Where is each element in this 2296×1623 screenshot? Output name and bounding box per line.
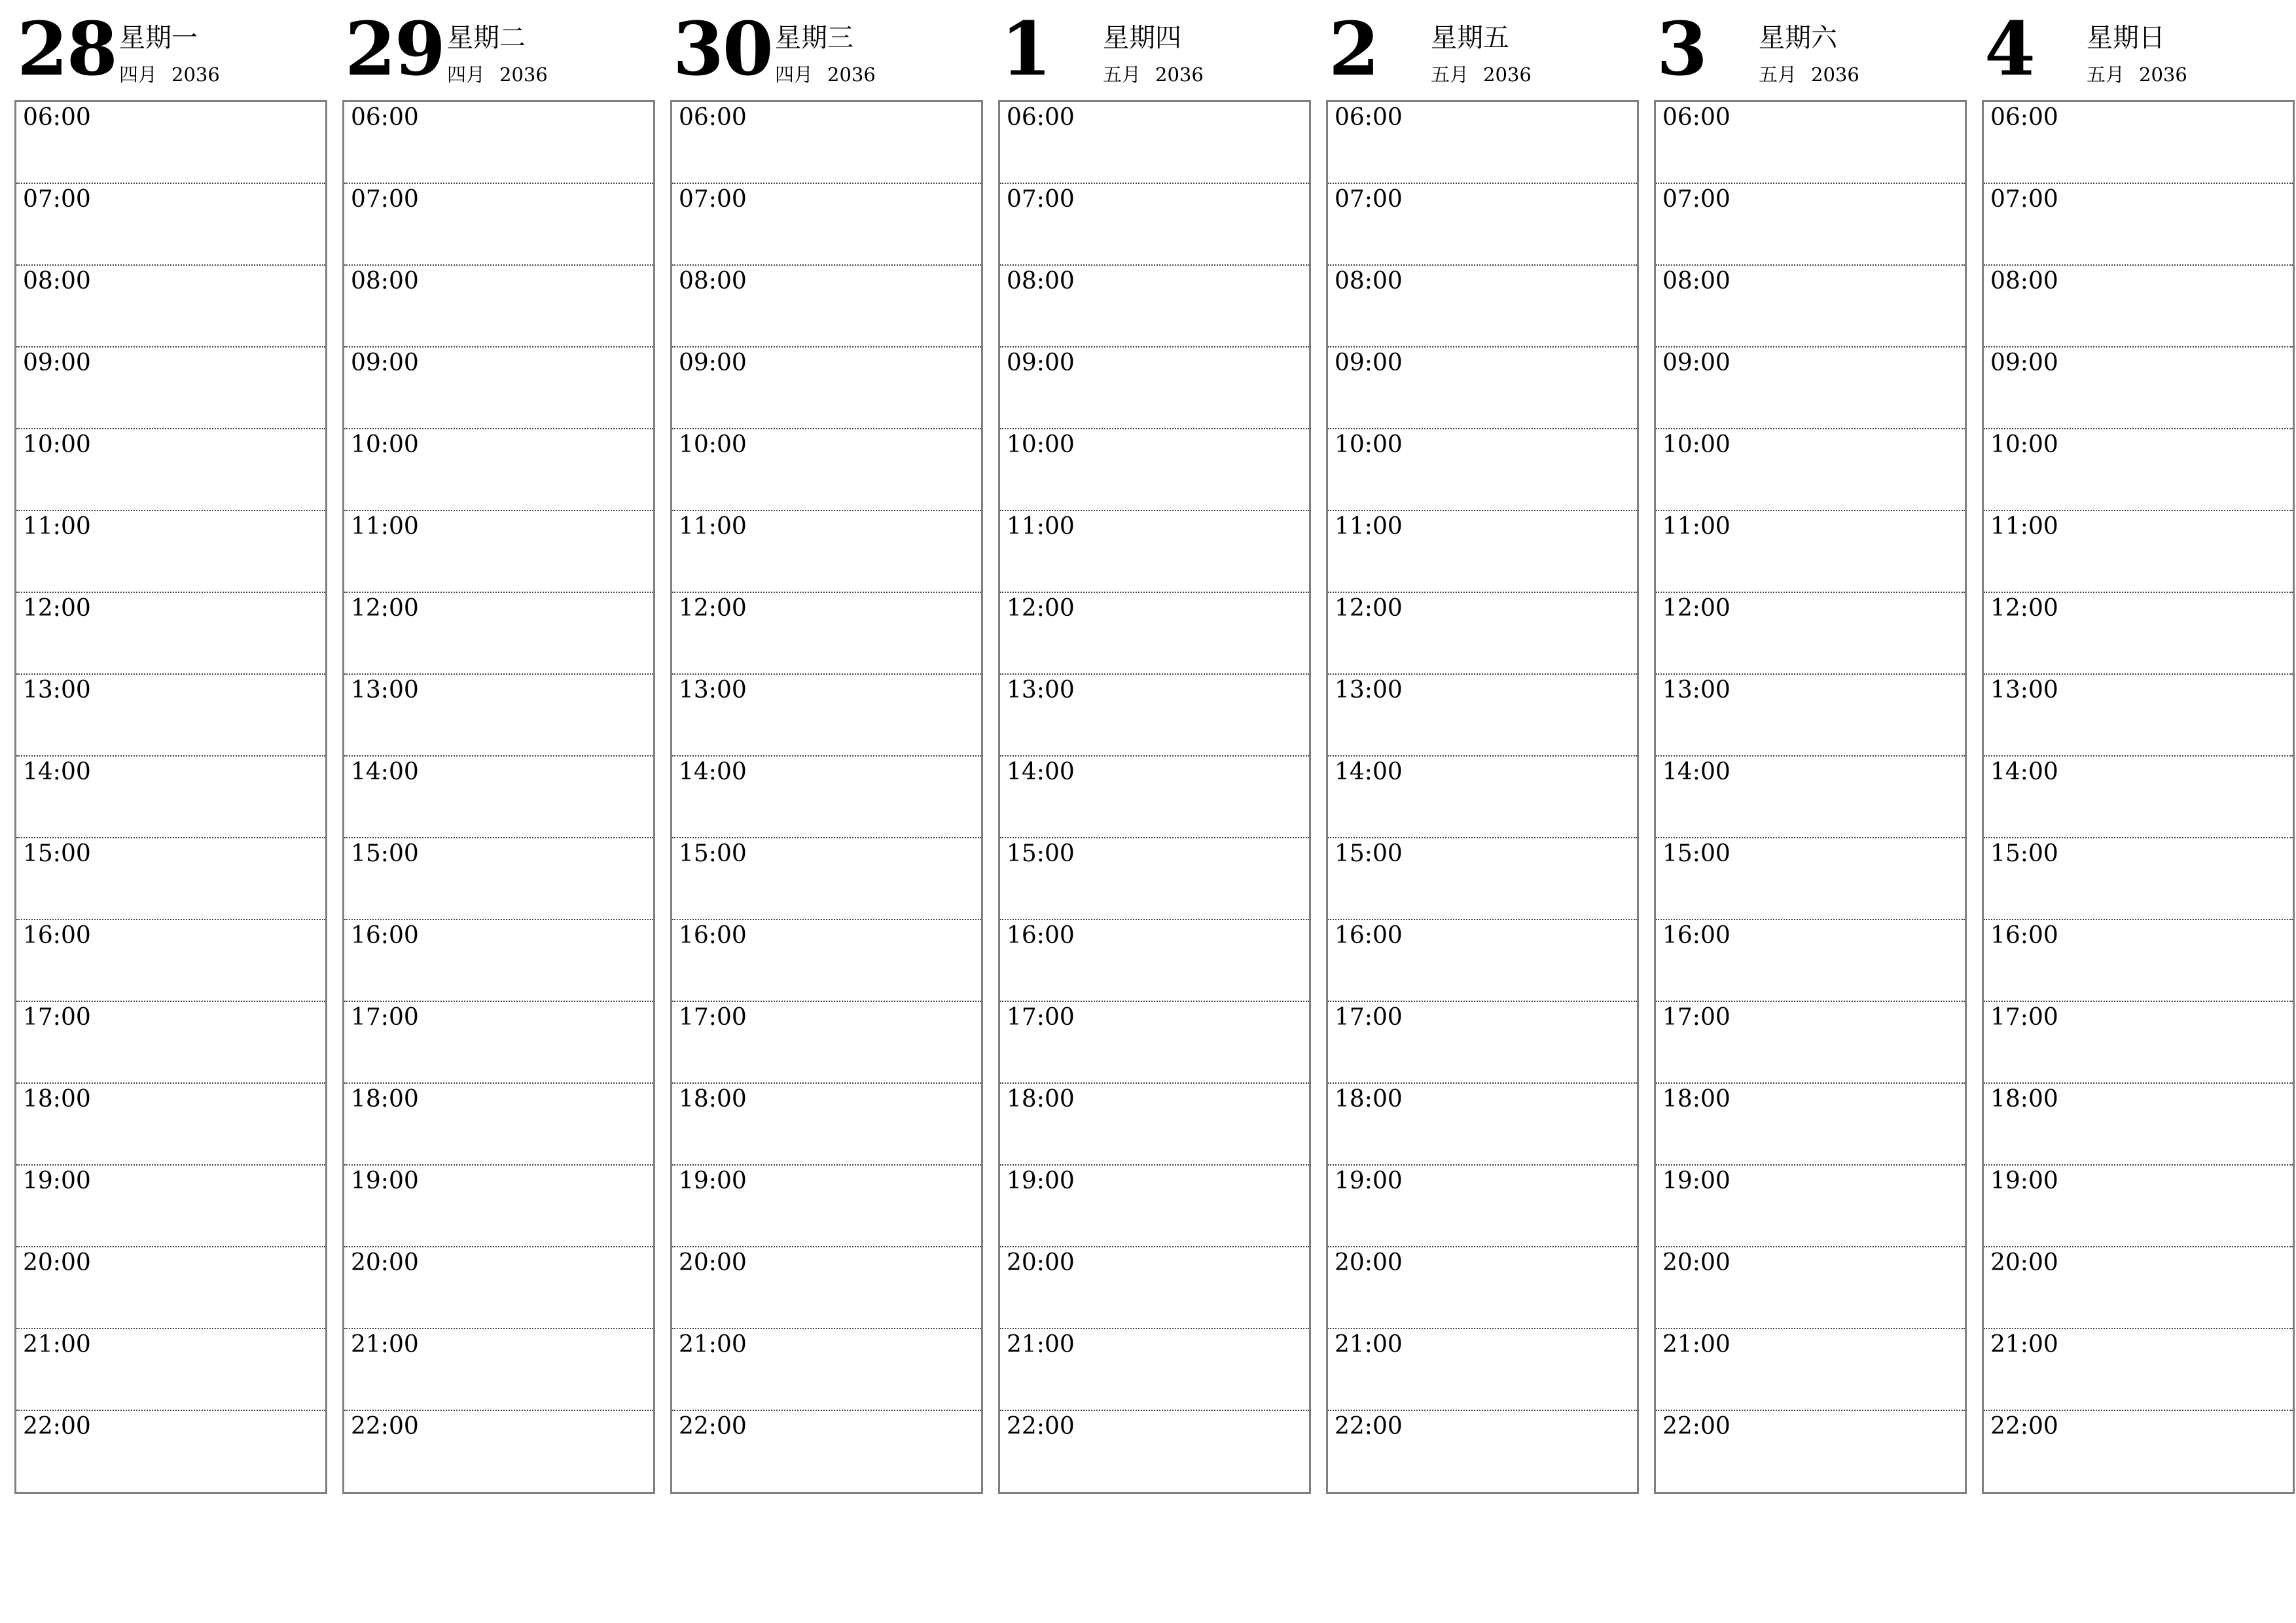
hour-slot[interactable]	[16, 1411, 325, 1493]
hour-label: 19:00	[1335, 1168, 1403, 1194]
hour-slot[interactable]	[1984, 593, 2293, 675]
hour-label: 19:00	[351, 1168, 419, 1194]
month-label: 五月	[1431, 63, 1469, 86]
hour-label: 20:00	[23, 1249, 91, 1276]
hour-label: 11:00	[1990, 513, 2058, 540]
hour-label: 17:00	[679, 1004, 747, 1031]
hour-label: 18:00	[351, 1086, 419, 1113]
hour-slot[interactable]	[1984, 184, 2293, 266]
weekday-label: 星期一	[119, 23, 198, 53]
day-column-3	[998, 0, 1311, 1499]
hour-slot[interactable]	[672, 838, 981, 920]
hour-slot[interactable]	[16, 266, 325, 348]
hour-label: 06:00	[23, 104, 91, 131]
hour-label: 13:00	[1335, 677, 1403, 704]
hour-label: 18:00	[23, 1086, 91, 1113]
hour-label: 17:00	[351, 1004, 419, 1031]
hour-label: 22:00	[679, 1413, 747, 1440]
hour-label: 15:00	[1662, 840, 1731, 867]
hour-slot[interactable]	[1328, 838, 1637, 920]
hour-slot[interactable]	[16, 348, 325, 429]
day-column-0	[14, 0, 327, 1499]
hour-slot[interactable]	[672, 1166, 981, 1247]
hour-slot[interactable]	[344, 920, 653, 1002]
day-header	[998, 0, 1311, 100]
hour-slot[interactable]	[1656, 1329, 1965, 1411]
day-column-2	[670, 0, 983, 1499]
hour-slot[interactable]	[16, 184, 325, 266]
hour-slot[interactable]	[1984, 1002, 2293, 1084]
hour-slot[interactable]	[672, 1329, 981, 1411]
hour-slot[interactable]	[16, 429, 325, 511]
hour-label: 10:00	[1662, 431, 1731, 458]
hour-label: 08:00	[23, 268, 91, 294]
hour-slot[interactable]	[344, 1411, 653, 1493]
hour-slot[interactable]	[1000, 1166, 1309, 1247]
day-number: 1	[1001, 7, 1050, 92]
hour-label: 11:00	[23, 513, 91, 540]
hour-slot[interactable]	[1000, 348, 1309, 429]
hour-label: 07:00	[1335, 186, 1403, 213]
hour-slot[interactable]	[1328, 102, 1637, 184]
hour-label: 16:00	[23, 922, 91, 949]
hour-label: 12:00	[1662, 595, 1731, 622]
hour-slot[interactable]	[1328, 1247, 1637, 1329]
hour-slot[interactable]	[1656, 266, 1965, 348]
year-label: 2036	[1155, 63, 1204, 86]
day-schedule-box	[1654, 100, 1967, 1494]
hour-slot[interactable]	[344, 593, 653, 675]
hour-label: 13:00	[679, 677, 747, 704]
year-label: 2036	[827, 63, 876, 86]
day-schedule-box	[1982, 100, 2295, 1494]
hour-slot[interactable]	[1984, 348, 2293, 429]
hour-label: 07:00	[679, 186, 747, 213]
hour-label: 08:00	[679, 268, 747, 294]
hour-label: 22:00	[23, 1413, 91, 1440]
day-header	[1982, 0, 2295, 100]
day-header	[1326, 0, 1639, 100]
hour-label: 15:00	[1007, 840, 1075, 867]
hour-slot[interactable]	[672, 675, 981, 757]
hour-label: 13:00	[1007, 677, 1075, 704]
hour-slot[interactable]	[344, 429, 653, 511]
hour-slot[interactable]	[344, 838, 653, 920]
hour-slot[interactable]	[1328, 675, 1637, 757]
hour-label: 20:00	[1335, 1249, 1403, 1276]
hour-label: 13:00	[1990, 677, 2058, 704]
hour-label: 10:00	[1990, 431, 2058, 458]
hour-label: 08:00	[1007, 268, 1075, 294]
hour-label: 22:00	[351, 1413, 419, 1440]
hour-slot[interactable]	[1328, 1329, 1637, 1411]
hour-slot[interactable]	[1000, 593, 1309, 675]
hour-label: 08:00	[1335, 268, 1403, 294]
hour-label: 09:00	[679, 349, 747, 376]
month-year	[1759, 65, 1859, 84]
day-header	[670, 0, 983, 100]
hour-label: 21:00	[1335, 1331, 1403, 1358]
hour-slot[interactable]	[16, 838, 325, 920]
hour-label: 11:00	[1335, 513, 1403, 540]
hour-slot[interactable]	[344, 675, 653, 757]
hour-slot[interactable]	[1656, 348, 1965, 429]
hour-label: 18:00	[1335, 1086, 1403, 1113]
hour-label: 14:00	[23, 758, 91, 785]
hour-label: 09:00	[351, 349, 419, 376]
hour-label: 14:00	[1990, 758, 2058, 785]
hour-label: 18:00	[1990, 1086, 2058, 1113]
hour-label: 17:00	[23, 1004, 91, 1031]
weekday-label: 星期二	[447, 23, 526, 53]
hour-label: 10:00	[23, 431, 91, 458]
hour-slot[interactable]	[1328, 429, 1637, 511]
day-number: 3	[1657, 7, 1706, 92]
hour-slot[interactable]	[672, 757, 981, 838]
weekly-planner	[14, 0, 2282, 1499]
day-schedule-box	[1326, 100, 1639, 1494]
hour-slot[interactable]	[1328, 511, 1637, 593]
hour-label: 19:00	[23, 1168, 91, 1194]
hour-slot[interactable]	[672, 511, 981, 593]
hour-slot[interactable]	[1656, 1411, 1965, 1493]
hour-slot[interactable]	[16, 675, 325, 757]
month-label: 四月	[775, 63, 814, 86]
hour-slot[interactable]	[1328, 757, 1637, 838]
hour-slot[interactable]	[1328, 1084, 1637, 1166]
day-header	[1654, 0, 1967, 100]
hour-label: 08:00	[1662, 268, 1731, 294]
day-schedule-box	[670, 100, 983, 1494]
hour-label: 12:00	[679, 595, 747, 622]
hour-label: 17:00	[1662, 1004, 1731, 1031]
hour-label: 11:00	[1007, 513, 1075, 540]
hour-label: 21:00	[23, 1331, 91, 1358]
hour-slot[interactable]	[1328, 1411, 1637, 1493]
hour-slot[interactable]	[1656, 675, 1965, 757]
hour-label: 12:00	[1990, 595, 2058, 622]
hour-label: 18:00	[679, 1086, 747, 1113]
hour-label: 10:00	[351, 431, 419, 458]
hour-slot[interactable]	[1000, 102, 1309, 184]
hour-slot[interactable]	[1656, 920, 1965, 1002]
hour-label: 06:00	[1007, 104, 1075, 131]
hour-label: 09:00	[23, 349, 91, 376]
hour-label: 17:00	[1335, 1004, 1403, 1031]
hour-slot[interactable]	[1984, 838, 2293, 920]
hour-label: 06:00	[1335, 104, 1403, 131]
hour-label: 19:00	[1007, 1168, 1075, 1194]
hour-slot[interactable]	[672, 184, 981, 266]
hour-slot[interactable]	[16, 593, 325, 675]
month-label: 五月	[1759, 63, 1797, 86]
hour-slot[interactable]	[1000, 1411, 1309, 1493]
hour-label: 16:00	[679, 922, 747, 949]
hour-label: 06:00	[1662, 104, 1731, 131]
hour-label: 20:00	[351, 1249, 419, 1276]
hour-slot[interactable]	[672, 1411, 981, 1493]
hour-slot[interactable]	[1984, 1329, 2293, 1411]
hour-label: 20:00	[1990, 1249, 2058, 1276]
hour-label: 14:00	[679, 758, 747, 785]
hour-slot[interactable]	[1984, 102, 2293, 184]
weekday-label: 星期三	[775, 23, 853, 53]
hour-label: 11:00	[679, 513, 747, 540]
hour-slot[interactable]	[344, 1002, 653, 1084]
hour-slot[interactable]	[344, 184, 653, 266]
day-column-4	[1326, 0, 1639, 1499]
hour-slot[interactable]	[1984, 1411, 2293, 1493]
hour-slot[interactable]	[1984, 1166, 2293, 1247]
hour-label: 16:00	[351, 922, 419, 949]
hour-label: 09:00	[1990, 349, 2058, 376]
month-label: 五月	[1103, 63, 1141, 86]
hour-slot[interactable]	[1656, 1002, 1965, 1084]
month-year	[119, 65, 220, 84]
hour-slot[interactable]	[16, 1329, 325, 1411]
hour-slot[interactable]	[1656, 593, 1965, 675]
hour-slot[interactable]	[1656, 838, 1965, 920]
day-number: 4	[1984, 7, 2034, 92]
hour-label: 15:00	[1990, 840, 2058, 867]
month-year	[775, 65, 876, 84]
day-schedule-box	[14, 100, 327, 1494]
hour-slot[interactable]	[1000, 1084, 1309, 1166]
hour-label: 12:00	[23, 595, 91, 622]
hour-slot[interactable]	[1328, 1166, 1637, 1247]
hour-slot[interactable]	[1328, 348, 1637, 429]
hour-slot[interactable]	[1984, 429, 2293, 511]
hour-slot[interactable]	[1656, 1084, 1965, 1166]
hour-label: 20:00	[1007, 1249, 1075, 1276]
weekday-label: 星期六	[1759, 23, 1837, 53]
hour-label: 16:00	[1662, 922, 1731, 949]
hour-slot[interactable]	[1000, 838, 1309, 920]
day-schedule-box	[342, 100, 655, 1494]
hour-label: 15:00	[23, 840, 91, 867]
hour-label: 11:00	[1662, 513, 1731, 540]
day-header	[14, 0, 327, 100]
hour-label: 21:00	[351, 1331, 419, 1358]
hour-slot[interactable]	[1984, 1247, 2293, 1329]
hour-slot[interactable]	[344, 1084, 653, 1166]
hour-label: 21:00	[679, 1331, 747, 1358]
hour-label: 06:00	[679, 104, 747, 131]
hour-slot[interactable]	[344, 1247, 653, 1329]
hour-label: 16:00	[1007, 922, 1075, 949]
weekday-label: 星期五	[1431, 23, 1509, 53]
hour-slot[interactable]	[16, 1084, 325, 1166]
day-number: 30	[673, 7, 772, 92]
hour-slot[interactable]	[1656, 184, 1965, 266]
hour-slot[interactable]	[16, 757, 325, 838]
hour-label: 09:00	[1335, 349, 1403, 376]
hour-slot[interactable]	[1000, 757, 1309, 838]
year-label: 2036	[1811, 63, 1859, 86]
year-label: 2036	[2139, 63, 2187, 86]
weekday-label: 星期日	[2087, 23, 2165, 53]
hour-label: 08:00	[351, 268, 419, 294]
hour-label: 21:00	[1662, 1331, 1731, 1358]
hour-label: 22:00	[1007, 1413, 1075, 1440]
hour-label: 21:00	[1007, 1331, 1075, 1358]
hour-label: 16:00	[1990, 922, 2058, 949]
hour-slot[interactable]	[1000, 1002, 1309, 1084]
hour-slot[interactable]	[16, 1166, 325, 1247]
hour-slot[interactable]	[672, 266, 981, 348]
month-label: 四月	[119, 63, 158, 86]
hour-slot[interactable]	[16, 920, 325, 1002]
hour-slot[interactable]	[1328, 184, 1637, 266]
hour-label: 18:00	[1007, 1086, 1075, 1113]
day-number: 28	[17, 7, 117, 92]
month-label: 五月	[2087, 63, 2125, 86]
hour-label: 14:00	[1335, 758, 1403, 785]
hour-slot[interactable]	[1000, 1247, 1309, 1329]
hour-label: 18:00	[1662, 1086, 1731, 1113]
hour-slot[interactable]	[344, 1166, 653, 1247]
hour-label: 09:00	[1007, 349, 1075, 376]
hour-label: 12:00	[351, 595, 419, 622]
hour-slot[interactable]	[672, 1002, 981, 1084]
year-label: 2036	[1483, 63, 1532, 86]
hour-label: 07:00	[351, 186, 419, 213]
day-column-5	[1654, 0, 1967, 1499]
hour-label: 15:00	[679, 840, 747, 867]
hour-label: 09:00	[1662, 349, 1731, 376]
hour-slot[interactable]	[1984, 920, 2293, 1002]
hour-label: 14:00	[1662, 758, 1731, 785]
hour-label: 17:00	[1007, 1004, 1075, 1031]
hour-slot[interactable]	[672, 1247, 981, 1329]
hour-slot[interactable]	[16, 1247, 325, 1329]
hour-label: 07:00	[23, 186, 91, 213]
day-schedule-box	[998, 100, 1311, 1494]
hour-label: 13:00	[23, 677, 91, 704]
hour-slot[interactable]	[1000, 429, 1309, 511]
month-year	[1103, 65, 1204, 84]
weekday-label: 星期四	[1103, 23, 1181, 53]
month-year	[1431, 65, 1532, 84]
hour-label: 07:00	[1990, 186, 2058, 213]
month-label: 四月	[447, 63, 486, 86]
hour-label: 10:00	[679, 431, 747, 458]
hour-label: 06:00	[351, 104, 419, 131]
hour-slot[interactable]	[1656, 757, 1965, 838]
hour-slot[interactable]	[344, 511, 653, 593]
year-label: 2036	[499, 63, 548, 86]
hour-slot[interactable]	[1984, 757, 2293, 838]
hour-slot[interactable]	[1984, 511, 2293, 593]
hour-label: 12:00	[1007, 595, 1075, 622]
hour-label: 07:00	[1007, 186, 1075, 213]
hour-slot[interactable]	[1328, 920, 1637, 1002]
hour-slot[interactable]	[1000, 1329, 1309, 1411]
hour-slot[interactable]	[1000, 675, 1309, 757]
hour-slot[interactable]	[1984, 1084, 2293, 1166]
hour-label: 13:00	[1662, 677, 1731, 704]
hour-slot[interactable]	[16, 1002, 325, 1084]
hour-slot[interactable]	[672, 1084, 981, 1166]
hour-slot[interactable]	[16, 511, 325, 593]
hour-label: 17:00	[1990, 1004, 2058, 1031]
hour-slot[interactable]	[1000, 184, 1309, 266]
hour-label: 13:00	[351, 677, 419, 704]
hour-slot[interactable]	[672, 102, 981, 184]
hour-slot[interactable]	[1000, 511, 1309, 593]
hour-label: 20:00	[1662, 1249, 1731, 1276]
hour-label: 15:00	[1335, 840, 1403, 867]
hour-slot[interactable]	[672, 429, 981, 511]
hour-slot[interactable]	[1656, 429, 1965, 511]
hour-label: 14:00	[1007, 758, 1075, 785]
hour-label: 11:00	[351, 513, 419, 540]
day-header	[342, 0, 655, 100]
hour-slot[interactable]	[344, 348, 653, 429]
hour-slot[interactable]	[344, 757, 653, 838]
year-label: 2036	[171, 63, 220, 86]
hour-slot[interactable]	[1328, 593, 1637, 675]
hour-slot[interactable]	[1328, 266, 1637, 348]
month-year	[2087, 65, 2187, 84]
day-number: 2	[1329, 7, 1378, 92]
hour-label: 19:00	[1662, 1168, 1731, 1194]
hour-slot[interactable]	[344, 102, 653, 184]
hour-label: 12:00	[1335, 595, 1403, 622]
hour-slot[interactable]	[344, 1329, 653, 1411]
hour-label: 10:00	[1007, 431, 1075, 458]
hour-slot[interactable]	[672, 593, 981, 675]
hour-slot[interactable]	[1656, 1166, 1965, 1247]
day-column-1	[342, 0, 655, 1499]
hour-slot[interactable]	[344, 266, 653, 348]
hour-slot[interactable]	[1000, 266, 1309, 348]
hour-slot[interactable]	[672, 348, 981, 429]
hour-label: 07:00	[1662, 186, 1731, 213]
hour-label: 15:00	[351, 840, 419, 867]
hour-label: 06:00	[1990, 104, 2058, 131]
hour-slot[interactable]	[1656, 511, 1965, 593]
hour-label: 10:00	[1335, 431, 1403, 458]
hour-slot[interactable]	[672, 920, 981, 1002]
day-number: 29	[345, 7, 444, 92]
hour-slot[interactable]	[1984, 266, 2293, 348]
hour-label: 22:00	[1990, 1413, 2058, 1440]
hour-label: 19:00	[679, 1168, 747, 1194]
hour-slot[interactable]	[1984, 675, 2293, 757]
hour-label: 20:00	[679, 1249, 747, 1276]
hour-slot[interactable]	[1656, 1247, 1965, 1329]
hour-slot[interactable]	[1656, 102, 1965, 184]
hour-label: 22:00	[1335, 1413, 1403, 1440]
hour-label: 16:00	[1335, 922, 1403, 949]
hour-slot[interactable]	[1328, 1002, 1637, 1084]
hour-label: 21:00	[1990, 1331, 2058, 1358]
hour-slot[interactable]	[1000, 920, 1309, 1002]
day-column-6	[1982, 0, 2295, 1499]
hour-label: 19:00	[1990, 1168, 2058, 1194]
hour-label: 08:00	[1990, 268, 2058, 294]
month-year	[447, 65, 548, 84]
hour-slot[interactable]	[16, 102, 325, 184]
hour-label: 14:00	[351, 758, 419, 785]
hour-label: 22:00	[1662, 1413, 1731, 1440]
